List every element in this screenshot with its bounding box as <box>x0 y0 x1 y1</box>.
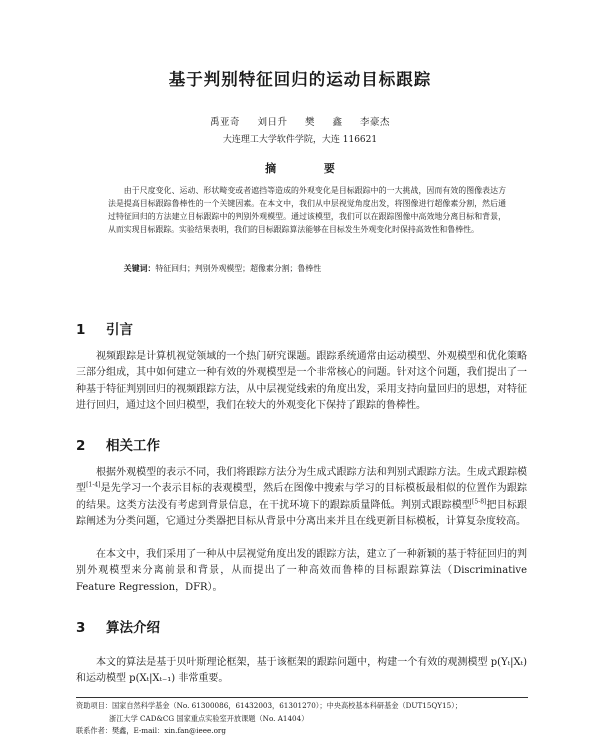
section-heading-related-work <box>76 434 160 454</box>
section-title: 算法介绍 <box>106 620 160 636</box>
section-number: 2 <box>76 438 86 454</box>
citation: [1-4] <box>86 482 101 490</box>
footnote-contact: 联系作者：樊鑫，E-mail：xin.fan@ieee.org <box>76 726 226 735</box>
paper-title: 基于判别特征回归的运动目标跟踪 <box>168 70 432 89</box>
paragraph-text: 是先学习一个表示目标的表观模型，然后在图像中搜索与学习的目标模板最相似的位置作为跟踪的结果。这类方法没有考虑到背景信息，在干扰环境下的跟踪质量降低。判别式跟踪模型 <box>76 483 528 511</box>
paragraph-text: 根据外观模型的表示不同，我们将跟踪方法分为生成式跟踪方法和判别式跟踪方法。生成式跟踪模型 <box>76 467 527 495</box>
paragraph-text: 把目标跟踪阐述为分类问题，它通过分类器把目标从背景中分离出来并且在线更新目标模板，计算复杂度较高。 <box>76 499 528 528</box>
abstract-heading: 摘 要 <box>265 162 357 175</box>
section-heading-introduction <box>76 318 133 338</box>
section-title: 相关工作 <box>106 438 160 454</box>
footnote-funding: 资助项目：国家自然科学基金（No. 61300086，61432003，61301270）；中央高校基本科研基金（DUT15QY15）； <box>76 701 462 710</box>
keywords <box>108 262 506 275</box>
section-title: 引言 <box>106 322 133 338</box>
abstract-body: 由于尺度变化、运动、形状畸变或者遮挡等造成的外观变化是目标跟踪中的一大挑战，因而有效的图像表达方法是提高目标跟踪鲁棒性的一个关键因素。在本文中，我们从中层视觉角度出发，将图像进行超像素分割，然后通过特征回归的方法建立目标跟踪中的判别外观模型。通过该模型，我们可以在跟踪图像中高效地分离目标和背景，从而实现目标跟踪。实验结果表明，我们的目标跟踪算法能够在目标发生外观变化时保持高效性和鲁棒性。 <box>108 186 506 235</box>
author-list: 禹亚奇 刘日升 樊 鑫 李豪杰 <box>209 117 391 128</box>
affiliation: 大连理工大学软件学院，大连 116621 <box>222 135 378 145</box>
section-number: 3 <box>76 620 86 636</box>
paragraph: 在本文中，我们采用了一种从中层视觉角度出发的跟踪方法，建立了一种新颖的基于特征回归的判别外观模型来分离前景和背景，从而提出了一种高效而鲁棒的目标跟踪算法（Discriminative Feature Regression，DFR）。 <box>76 549 527 593</box>
paragraph: 视频跟踪是计算机视觉领域的一个热门研究课题。跟踪系统通常由运动模型、外观模型和优化策略三部分组成，其中如何建立一种有效的外观模型是一个非常核心的问题。针对这个问题，我们提出了一种基于特征判别回归的视频跟踪方法，从中层视觉线索的角度出发，采用支持向量回归的思想，对特征进行回归，通过这个回归模型，我们在较大的外观变化下保持了跟踪的鲁棒性。 <box>76 351 527 412</box>
section-heading-algorithm <box>76 616 160 636</box>
paragraph: 本文的算法是基于贝叶斯理论框架，基于该框架的跟踪问题中，构建一个有效的观测模型 p(Yₜ|Xₜ)和运动模型 p(Xₜ|Xₜ₋₁) 非常重要。 <box>76 657 527 685</box>
citation: [5-8] <box>472 498 487 506</box>
paragraph <box>76 465 527 531</box>
footnote-funding-cont: 浙江大学 CAD&CG 国家重点实验室开放课题（No. A1404） <box>109 713 309 723</box>
footnotes <box>76 700 528 738</box>
keywords-text: 特征回归；判别外观模型；超像素分割；鲁棒性 <box>155 264 322 273</box>
footnote-divider <box>76 697 528 698</box>
section-number: 1 <box>76 322 86 338</box>
keywords-label: 关键词： <box>123 264 156 273</box>
